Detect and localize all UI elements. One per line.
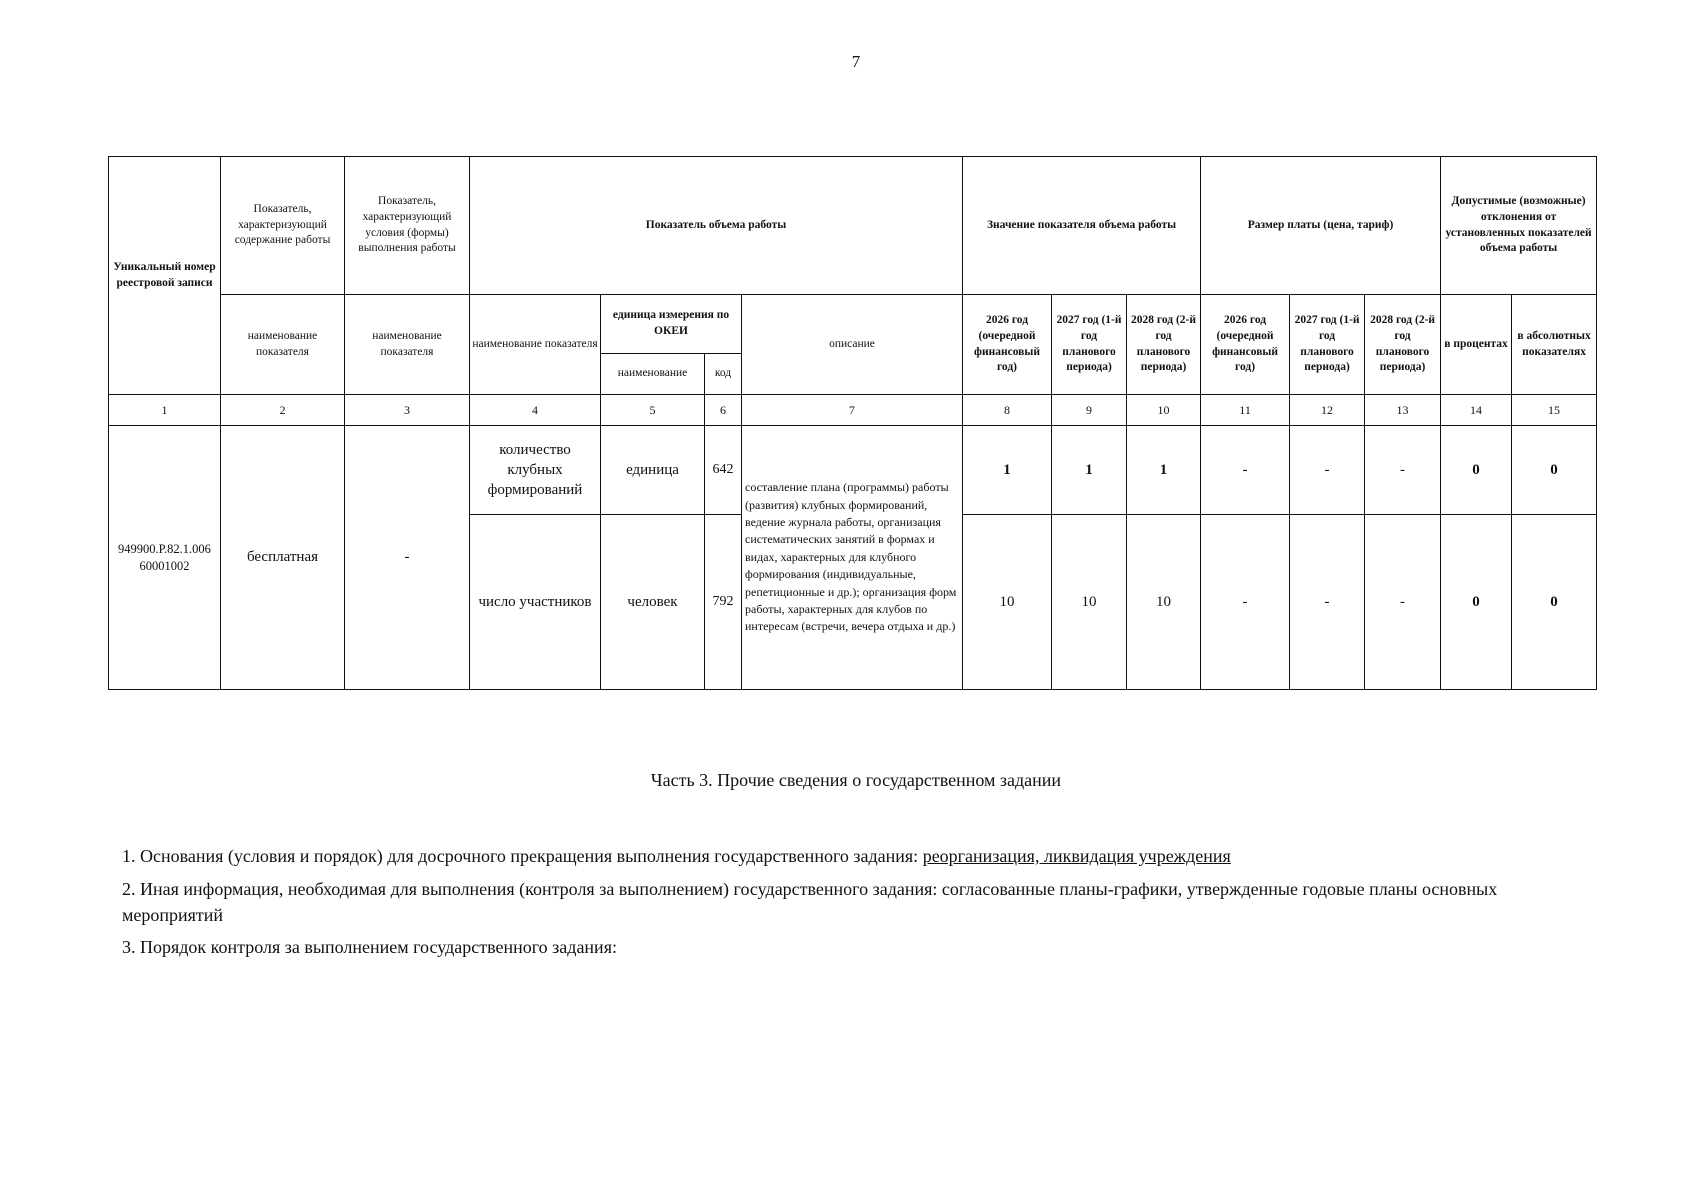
- header-unit-code: код: [705, 354, 742, 395]
- column-number: 11: [1201, 395, 1290, 426]
- column-number: 13: [1365, 395, 1441, 426]
- header-value-2028: 2028 год (2-й год планового периода): [1127, 295, 1201, 395]
- header-deviation-percent: в процентах: [1441, 295, 1512, 395]
- unit-code: 792: [705, 515, 742, 690]
- header-deviations: Допустимые (возможные) отклонения от установленных показателей объема работы: [1441, 157, 1597, 295]
- column-number: 5: [601, 395, 705, 426]
- deviation-absolute: 0: [1512, 426, 1597, 515]
- part3-item2: 2. Иная информация, необходимая для выполнения (контроля за выполнением) государственного задания: согласованные планы-графики, утвержденные годовые планы основных мероприятий: [122, 879, 1498, 925]
- header-description: описание: [742, 295, 963, 395]
- column-number: 15: [1512, 395, 1597, 426]
- header-content-name: наименование показателя: [221, 295, 345, 395]
- header-unit-okei: единица измерения по ОКЕИ: [601, 295, 742, 354]
- value-2027: 1: [1052, 426, 1127, 515]
- deviation-percent: 0: [1441, 426, 1512, 515]
- part3-item1-label: 1. Основания (условия и порядок) для досрочного прекращения выполнения государственного задания:: [122, 846, 919, 866]
- header-volume-indicator: Показатель объема работы: [470, 157, 963, 295]
- payment-2026: -: [1201, 426, 1290, 515]
- header-payment: Размер платы (цена, тариф): [1201, 157, 1441, 295]
- column-number: 12: [1290, 395, 1365, 426]
- header-condition-indicator: Показатель, характеризующий условия (формы) выполнения работы: [345, 157, 470, 295]
- payment-2027: -: [1290, 515, 1365, 690]
- page-number: 7: [851, 52, 861, 71]
- condition-value: -: [345, 426, 470, 690]
- column-number: 14: [1441, 395, 1512, 426]
- header-deviation-absolute: в абсолютных показателях: [1512, 295, 1597, 395]
- header-payment-2027: 2027 год (1-й год планового периода): [1290, 295, 1365, 395]
- payment-2028: -: [1365, 426, 1441, 515]
- registry-number: 949900.Р.82.1.006 60001002: [109, 426, 221, 690]
- value-2028: 1: [1127, 426, 1201, 515]
- header-value-2027: 2027 год (1-й год планового периода): [1052, 295, 1127, 395]
- deviation-absolute: 0: [1512, 515, 1597, 690]
- header-value-2026: 2026 год (очередной финансовый год): [963, 295, 1052, 395]
- unit-name: единица: [601, 426, 705, 515]
- column-number: 10: [1127, 395, 1201, 426]
- work-description: составление плана (программы) работы (развития) клубных формирований, ведение журнала работы, организация систематических занятий в формах и видах, характерных для клубного формирования (индивидуальные, репетиционные и др.); организация форм работы, характерных для клубов по интересам (встречи, вечера отдыха и др.): [742, 426, 963, 690]
- payment-2026: -: [1201, 515, 1290, 690]
- column-number: 8: [963, 395, 1052, 426]
- value-2028: 10: [1127, 515, 1201, 690]
- state-task-table: [108, 156, 1597, 690]
- column-numbers-row: [109, 395, 1597, 426]
- column-number: 4: [470, 395, 601, 426]
- value-2027: 10: [1052, 515, 1127, 690]
- header-row-mid: [109, 295, 1597, 354]
- header-registry-number: Уникальный номер реестровой записи: [109, 157, 221, 395]
- column-number: 3: [345, 395, 470, 426]
- value-2026: 1: [963, 426, 1052, 515]
- header-row-top: [109, 157, 1597, 295]
- part3-title: Часть 3. Прочие сведения о государственном задании: [650, 770, 1062, 790]
- column-number: 9: [1052, 395, 1127, 426]
- column-number: 7: [742, 395, 963, 426]
- value-2026: 10: [963, 515, 1052, 690]
- header-condition-name: наименование показателя: [345, 295, 470, 395]
- payment-2027: -: [1290, 426, 1365, 515]
- header-content-indicator: Показатель, характеризующий содержание работы: [221, 157, 345, 295]
- column-number: 2: [221, 395, 345, 426]
- volume-indicator-name: число участников: [470, 515, 601, 690]
- header-volume-value: Значение показателя объема работы: [963, 157, 1201, 295]
- part3-item3: 3. Порядок контроля за выполнением государственного задания:: [122, 937, 617, 957]
- header-volume-name: наименование показателя: [470, 295, 601, 395]
- column-number: 6: [705, 395, 742, 426]
- deviation-percent: 0: [1441, 515, 1512, 690]
- table-row: [109, 426, 1597, 515]
- unit-code: 642: [705, 426, 742, 515]
- header-payment-2026: 2026 год (очередной финансовый год): [1201, 295, 1290, 395]
- header-unit-name: наименование: [601, 354, 705, 395]
- part3-item1-value: реорганизация, ликвидация учреждения: [922, 846, 1231, 866]
- volume-indicator-name: количество клубных формирований: [470, 426, 601, 515]
- content-value: бесплатная: [221, 426, 345, 690]
- payment-2028: -: [1365, 515, 1441, 690]
- column-number: 1: [109, 395, 221, 426]
- unit-name: человек: [601, 515, 705, 690]
- part3-item1: [122, 843, 1602, 869]
- header-payment-2028: 2028 год (2-й год планового периода): [1365, 295, 1441, 395]
